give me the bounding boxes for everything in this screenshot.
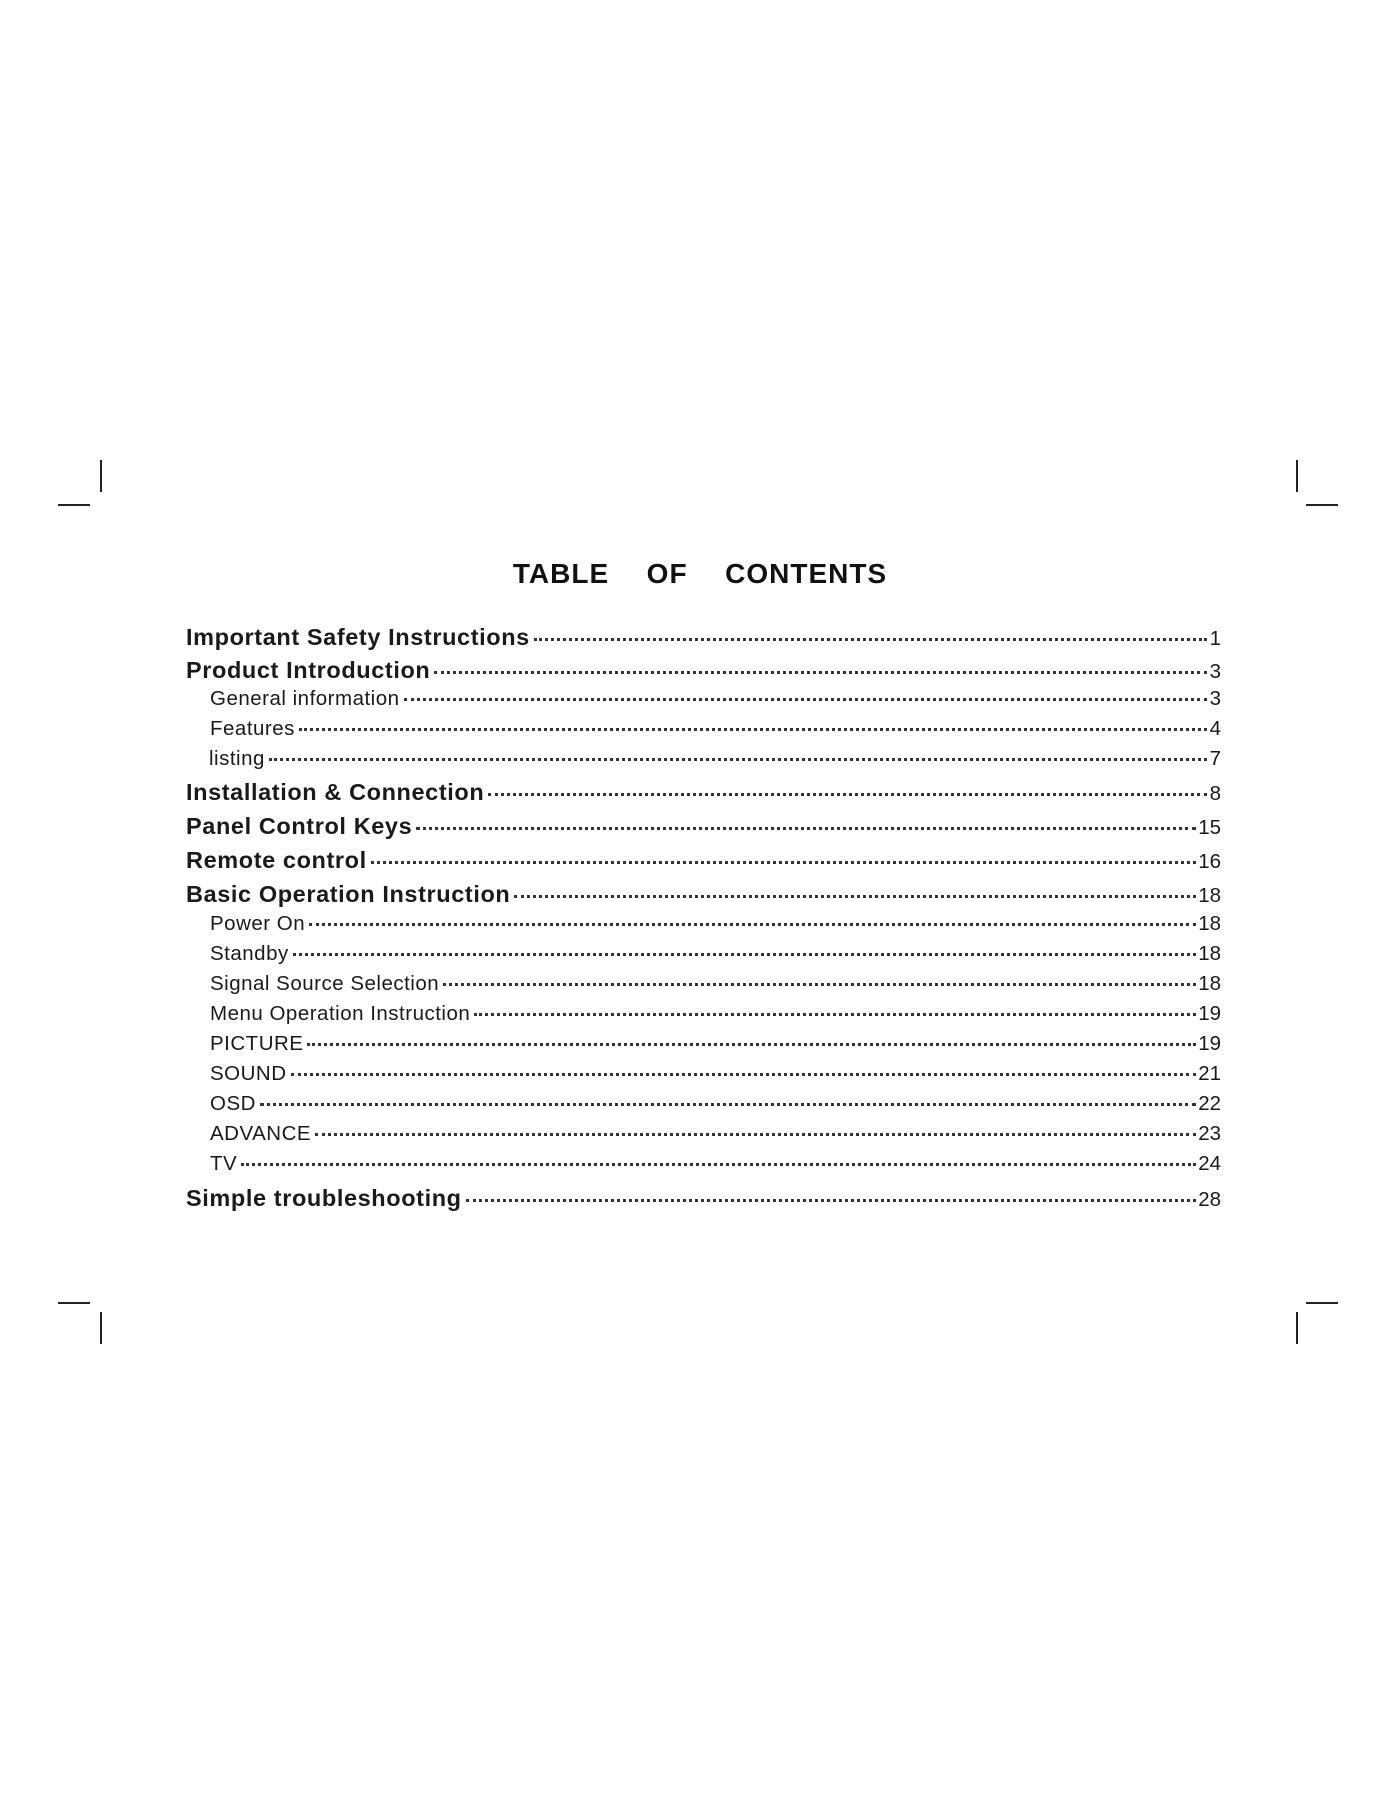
- toc-entry-label: PICTURE: [210, 1032, 304, 1055]
- crop-mark-top-right-horizontal: [1306, 504, 1338, 506]
- crop-mark-bottom-left-vertical: [100, 1312, 102, 1344]
- toc-entry-label: Product Introduction: [186, 657, 431, 683]
- toc-entry-label: Important Safety Instructions: [186, 624, 530, 650]
- toc-entry-page-number: 18: [1198, 912, 1221, 935]
- toc-entry-label: Features: [210, 717, 295, 740]
- crop-mark-top-left-vertical: [100, 460, 102, 492]
- crop-mark-bottom-left-horizontal: [58, 1302, 90, 1304]
- toc-entry-page-number: 18: [1198, 884, 1221, 907]
- toc-entry-page-number: 3: [1209, 660, 1221, 683]
- toc-entry[interactable]: [186, 779, 1221, 806]
- toc-entry[interactable]: [186, 1152, 1221, 1176]
- toc-entry[interactable]: [186, 912, 1221, 936]
- toc-entry-page-number: 4: [1209, 717, 1221, 740]
- toc-entry-page-number: 1: [1209, 627, 1221, 650]
- toc-entry-label: Power On: [210, 912, 306, 935]
- toc-entry[interactable]: [186, 881, 1221, 908]
- toc-entry[interactable]: [186, 1032, 1221, 1056]
- toc-entry-label: Signal Source Selection: [210, 972, 440, 995]
- toc-entry-label: General information: [210, 687, 400, 710]
- toc-entry[interactable]: [186, 813, 1221, 840]
- dot-leader: [241, 1154, 1196, 1170]
- dot-leader: [299, 719, 1207, 735]
- crop-mark-bottom-right-horizontal: [1306, 1302, 1338, 1304]
- dot-leader: [307, 1034, 1196, 1050]
- dot-leader: [309, 914, 1196, 930]
- toc-entry-label: Installation & Connection: [186, 779, 485, 805]
- toc-entry-page-number: 22: [1198, 1092, 1221, 1115]
- toc-entry-label: TV: [210, 1152, 238, 1175]
- toc-entry[interactable]: [186, 687, 1221, 711]
- toc-entry-label: Basic Operation Instruction: [186, 881, 511, 907]
- crop-mark-top-left-horizontal: [58, 504, 90, 506]
- toc-entry[interactable]: [186, 747, 1221, 771]
- toc-entry-page-number: 19: [1198, 1032, 1221, 1055]
- toc-entry[interactable]: [186, 847, 1221, 874]
- toc-entry-page-number: 19: [1198, 1002, 1221, 1025]
- toc-entry-page-number: 16: [1198, 850, 1221, 873]
- dot-leader: [534, 629, 1207, 645]
- toc-entry-page-number: 7: [1209, 747, 1221, 770]
- toc-entry-page-number: 23: [1198, 1122, 1221, 1145]
- dot-leader: [404, 689, 1207, 705]
- crop-mark-top-right-vertical: [1296, 460, 1298, 492]
- toc-entry-label: Menu Operation Instruction: [210, 1002, 471, 1025]
- dot-leader: [416, 818, 1196, 834]
- toc-entry-page-number: 18: [1198, 972, 1221, 995]
- dot-leader: [293, 944, 1196, 960]
- toc-entry-label: Simple troubleshooting: [186, 1185, 462, 1211]
- toc-entry-label: listing: [209, 747, 265, 770]
- toc-entry-page-number: 21: [1198, 1062, 1221, 1085]
- dot-leader: [315, 1124, 1196, 1140]
- toc-entry[interactable]: [186, 1002, 1221, 1026]
- toc-entry[interactable]: [186, 1062, 1221, 1086]
- dot-leader: [291, 1064, 1197, 1080]
- toc-entry-page-number: 18: [1198, 942, 1221, 965]
- toc-entry[interactable]: [186, 1092, 1221, 1116]
- crop-mark-bottom-right-vertical: [1296, 1312, 1298, 1344]
- toc-entry-page-number: 15: [1198, 816, 1221, 839]
- dot-leader: [434, 662, 1207, 678]
- toc-entry[interactable]: [186, 972, 1221, 996]
- dot-leader: [466, 1190, 1197, 1206]
- toc-entry[interactable]: [186, 717, 1221, 741]
- toc-entry-page-number: 8: [1209, 782, 1221, 805]
- toc-entry-label: ADVANCE: [210, 1122, 312, 1145]
- dot-leader: [474, 1004, 1196, 1020]
- toc-entry-page-number: 24: [1198, 1152, 1221, 1175]
- page-title: TABLE OF CONTENTS: [512, 558, 888, 589]
- toc-entry[interactable]: [186, 657, 1221, 684]
- toc-entry[interactable]: [186, 1122, 1221, 1146]
- dot-leader: [514, 886, 1196, 902]
- toc-entry-page-number: 3: [1209, 687, 1221, 710]
- toc-entry[interactable]: [186, 942, 1221, 966]
- toc-entry-label: Panel Control Keys: [186, 813, 413, 839]
- toc-entry[interactable]: [186, 624, 1221, 651]
- toc-entry-label: Remote control: [186, 847, 367, 873]
- dot-leader: [443, 974, 1196, 990]
- dot-leader: [371, 852, 1196, 868]
- dot-leader: [488, 784, 1207, 800]
- toc-entry-label: SOUND: [210, 1062, 287, 1085]
- dot-leader: [260, 1094, 1196, 1110]
- dot-leader: [269, 749, 1207, 765]
- toc-entry-label: Standby: [210, 942, 289, 965]
- toc-entry[interactable]: [186, 1185, 1221, 1212]
- toc-entry-label: OSD: [210, 1092, 256, 1115]
- toc-entry-page-number: 28: [1198, 1188, 1221, 1211]
